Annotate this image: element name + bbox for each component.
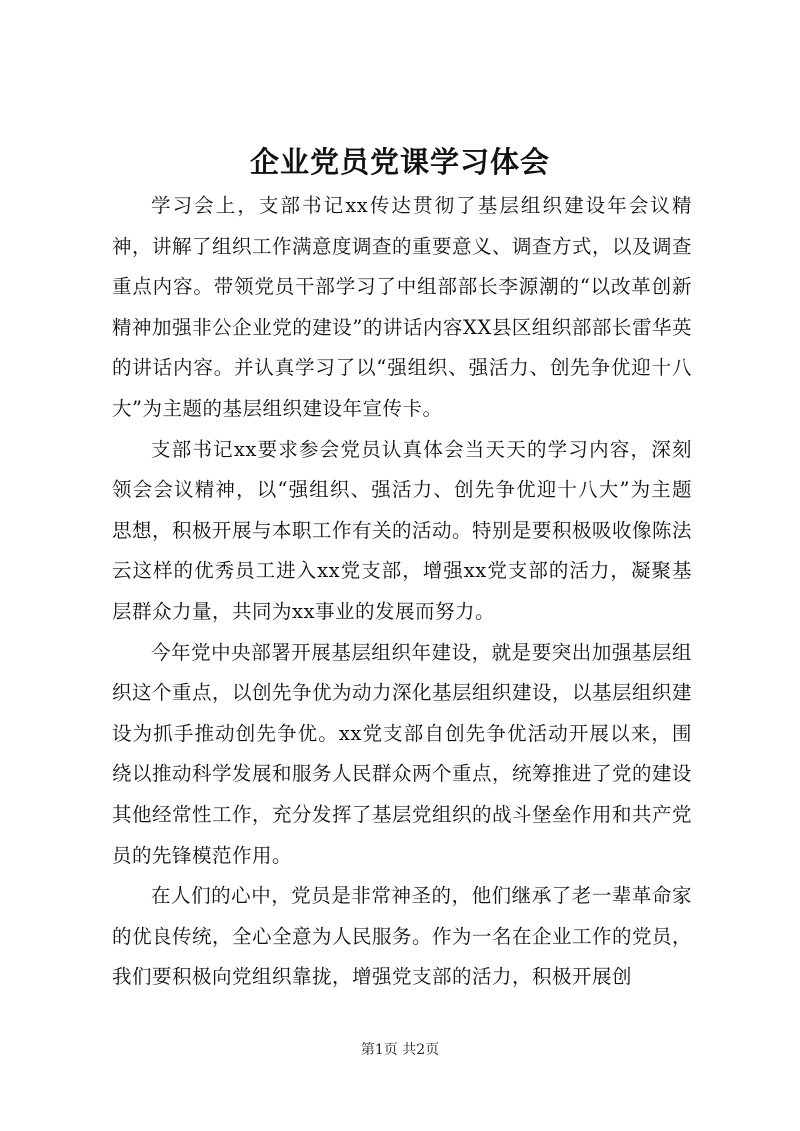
document-body (112, 186, 692, 998)
paragraph-3: 今年党中央部署开展基层组织年建设，就是要突出加强基层组织这个重点，以创先争优为动力深化基层组织建设，以基层组织建设为抓手推动创先争优。xx党支部自创先争优活动开展以来，围绕以推动科学发展和服务人民群众两个重点，统筹推进了党的建设其他经常性工作，充分发挥了基层党组织的战斗堡垒作用和共产党员的先锋模范作用。 (112, 640, 693, 867)
paragraph-2: 支部书记xx要求参会党员认真体会当天天的学习内容，深刻领会会议精神，以“强组织、强活力、创先争优迎十八大”为主题思想，积极开展与本职工作有关的活动。特别是要积极吸收像陈法云这样的优秀员工进入xx党支部，增强xx党支部的活力，凝聚基层群众力量，共同为xx事业的发展而努力。 (112, 437, 693, 623)
document-title: 企业党员党课学习体会 (249, 145, 550, 179)
paragraph-1: 学习会上，支部书记xx传达贯彻了基层组织建设年会议精神，讲解了组织工作满意度调查的重要意义、调查方式，以及调查重点内容。带领党员干部学习了中组部部长李源潮的“以改革创新精神加强非公企业党的建设”的讲话内容XX县区组织部部长雷华英的讲话内容。并认真学习了以“强组织、强活力、创先争优迎十八大”为主题的基层组织建设年宣传卡。 (112, 194, 693, 420)
paragraph-4: 在人们的心中，党员是非常神圣的，他们继承了老一辈革命家的优良传统，全心全意为人民服务。作为一名在企业工作的党员，我们要积极向党组织靠拢，增强党支部的活力，积极开展创 (112, 884, 693, 989)
page-number-footer: 第1页 共2页 (360, 1042, 440, 1058)
